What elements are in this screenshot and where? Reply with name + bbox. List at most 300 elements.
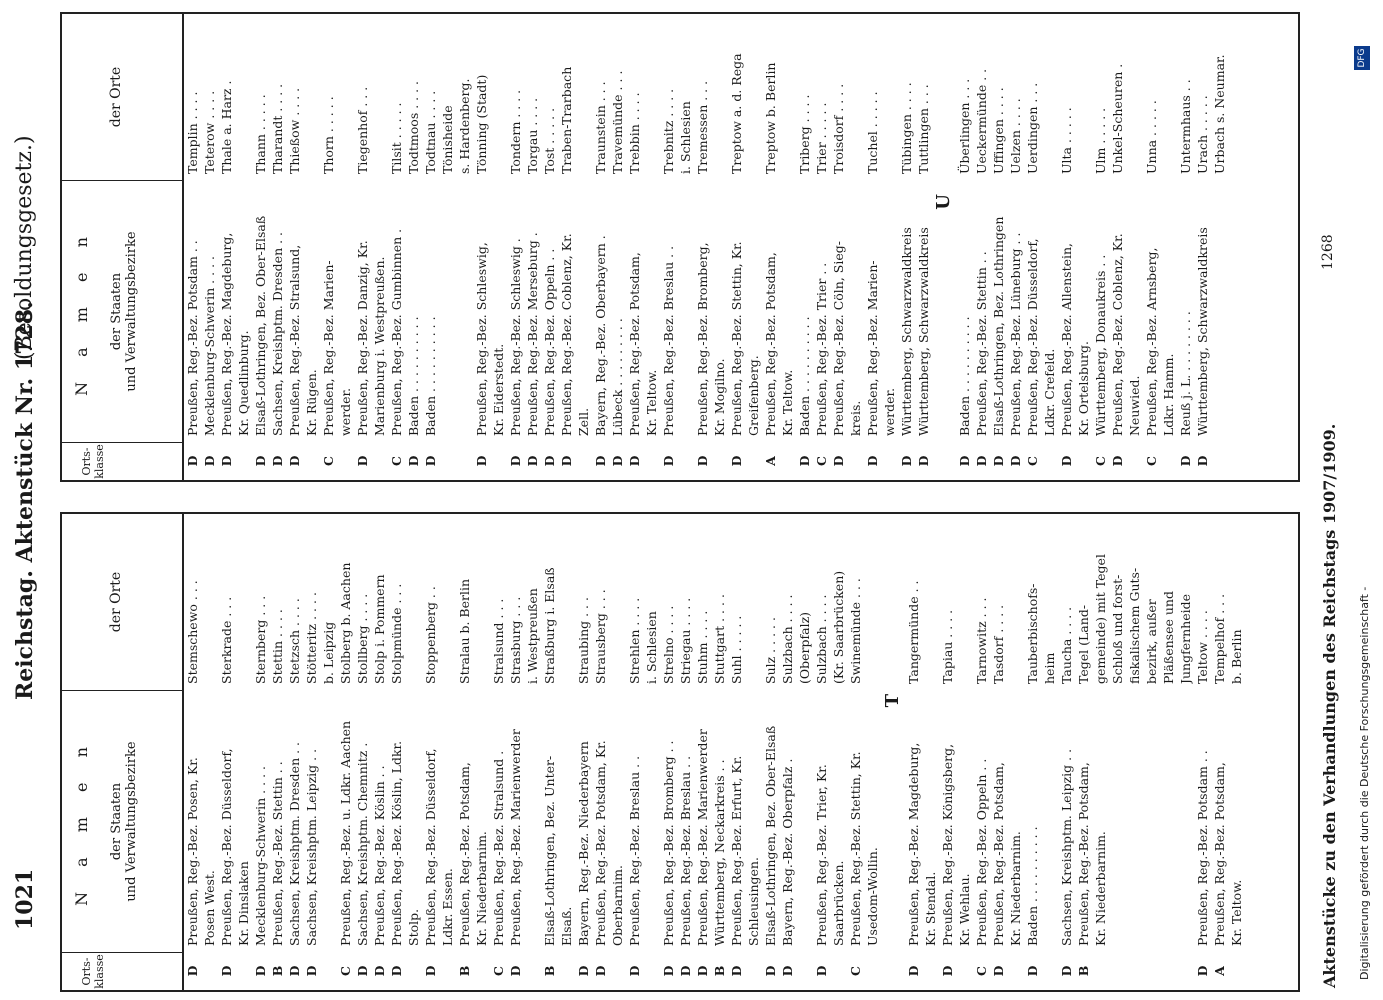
table-row: [677, 14, 694, 480]
verwaltung-cell: Kr. Niederbarnim.: [474, 831, 489, 946]
verwaltung-cell: Preußen, Reg.-Bez. Arnsberg,: [1144, 247, 1159, 436]
table-row: [796, 14, 813, 480]
ort-cell: Taucha . . . .: [1059, 606, 1074, 684]
table-row: [864, 514, 881, 990]
table-row: [745, 514, 762, 990]
class-cell: D: [559, 455, 574, 467]
ort-cell: Sternberg . . .: [253, 595, 268, 684]
verwaltung-cell: Preußen, Reg.-Bez. Danzig, Kr.: [355, 240, 370, 436]
table-row: [354, 14, 371, 480]
header-bezirke-label: und Verwaltungsbezirke: [124, 741, 139, 902]
ort-cell: Torgau . . . .: [525, 97, 540, 174]
verwaltung-cell: Ldkr. Essen.: [440, 868, 455, 946]
verwaltung-cell: Kr. Teltow.: [644, 369, 659, 436]
ort-cell: Todtnau . . . .: [423, 90, 438, 174]
header-orte: der Orte: [108, 571, 124, 633]
ort-cell: Stralsund . . .: [491, 598, 506, 684]
verwaltung-cell: Elsaß.: [559, 906, 574, 946]
ort-cell: Thorn . . . . .: [321, 96, 336, 174]
ort-cell: Thießow . . . .: [287, 87, 302, 174]
table-row: [252, 514, 269, 990]
ort-cell: Tuchel . . . . .: [865, 91, 880, 174]
table-row: [320, 514, 337, 990]
ort-cell: Strasburg . . .: [508, 596, 523, 684]
ort-cell: bezirk, außer: [1144, 599, 1159, 684]
verwaltung-cell: Württemberg, Schwarzwaldkreis: [899, 227, 914, 436]
verwaltung-cell: Kr. Quedlinburg.: [236, 330, 251, 436]
class-cell: D: [678, 965, 693, 977]
class-cell: C: [974, 966, 989, 976]
verwaltung-cell: Preußen, Reg.-Bez. Merseburg .: [525, 232, 540, 436]
table-row: [973, 514, 990, 990]
class-cell: D: [219, 455, 234, 467]
table-row: [990, 14, 1007, 480]
class-cell: D: [906, 965, 921, 977]
verwaltung-cell: Preußen, Reg.-Bez. Oppeln . .: [974, 758, 989, 946]
ort-cell: Uerdingen . . .: [1025, 82, 1040, 174]
table-row: [609, 514, 626, 990]
table-row: [1211, 514, 1228, 990]
ort-cell: Stemschewo . . .: [185, 580, 200, 684]
verwaltung-cell: Elsaß-Lothringen, Bez. Unter-: [542, 755, 557, 946]
verwaltung-cell: Sachsen, Kreishptm. Leipzig . .: [304, 748, 319, 946]
class-cell: D: [287, 965, 302, 977]
table-row: [694, 14, 711, 480]
verwaltung-cell: Preußen, Reg.-Bez. Oppeln . .: [542, 248, 557, 436]
class-cell: D: [661, 965, 676, 977]
ort-cell: Ulm . . . . .: [1093, 107, 1108, 174]
table-row: [1041, 514, 1058, 990]
ort-cell: Uffingen . . . .: [991, 87, 1006, 174]
verwaltung-cell: Preußen, Reg.-Bez. Magdeburg,: [219, 232, 234, 436]
table-row: [813, 514, 830, 990]
table-row: [269, 514, 286, 990]
table-row: [1126, 14, 1143, 480]
verwaltung-cell: Kr. Teltow.: [780, 369, 795, 436]
verwaltung-cell: Preußen, Reg.-Bez. Schleswig,: [474, 242, 489, 436]
ort-cell: Strausberg . . .: [593, 589, 608, 684]
ort-cell: Überlingen . . .: [957, 78, 972, 174]
table-row: [1211, 14, 1228, 480]
table-row: [541, 514, 558, 990]
ort-cell: Sulzbach . . . .: [780, 594, 795, 684]
verwaltung-cell: Sachsen, Kreishptm. Chemnitz .: [355, 742, 370, 946]
left-table-body: [184, 514, 1298, 990]
table-row: [830, 14, 847, 480]
header-namen-label: N a m e n: [72, 737, 91, 906]
ort-cell: Straßburg i. Elsaß: [542, 567, 557, 684]
ort-cell: Tegel (Land-: [1076, 604, 1091, 684]
ort-cell: Trier . . . . .: [814, 102, 829, 174]
verwaltung-cell: Preußen, Reg.-Bez. Stettin . .: [270, 761, 285, 946]
class-cell: C: [848, 966, 863, 976]
table-row: [1024, 514, 1041, 990]
ort-cell: Tübingen . . . .: [899, 82, 914, 174]
ort-cell: Strelno . . . .: [661, 605, 676, 684]
table-row: [762, 14, 779, 480]
class-cell: D: [661, 455, 676, 467]
class-cell: D: [423, 455, 438, 467]
table-row: [303, 514, 320, 990]
ort-cell: Pläßensee und: [1161, 591, 1176, 684]
ort-cell: Jungfernheide: [1178, 593, 1193, 684]
table-row: [1194, 14, 1211, 480]
table-row: [1160, 14, 1177, 480]
table-row: [905, 514, 922, 990]
table-row: [1126, 514, 1143, 990]
ort-cell: (Kr. Saarbrücken): [831, 570, 846, 684]
table-row: [956, 514, 973, 990]
class-cell: D: [695, 455, 710, 467]
table-row: [1058, 514, 1075, 990]
ort-cell: Tauberbischofs-: [1025, 583, 1040, 684]
verwaltung-cell: Marienburg i. Westpreußen.: [372, 256, 387, 436]
table-row: [575, 514, 592, 990]
table-row: [252, 14, 269, 480]
ort-cell: i. Schlesien: [644, 611, 659, 684]
table-row: [956, 14, 973, 480]
ort-cell: Sterkrade . . .: [219, 596, 234, 684]
ort-cell: Untermhaus . .: [1178, 79, 1193, 174]
ort-cell: Trebnitz . . . .: [661, 88, 676, 174]
class-cell: D: [865, 455, 880, 467]
ort-cell: Tapiau . . . .: [940, 609, 955, 684]
class-cell: C: [389, 456, 404, 466]
ort-cell: Unna . . . . .: [1144, 100, 1159, 174]
ort-cell: i. Westpreußen: [525, 588, 540, 684]
header-bezirke-label: und Verwaltungsbezirke: [124, 231, 139, 392]
ort-cell: s. Hardenberg.: [457, 78, 472, 174]
verwaltung-cell: Ldkr. Crefeld.: [1042, 348, 1057, 436]
verwaltung-cell: Baden . . . . . . . . . .: [957, 316, 972, 436]
table-row: [1143, 14, 1160, 480]
verwaltung-cell: Kr. Eiderstedt.: [491, 343, 506, 436]
class-cell: D: [763, 965, 778, 977]
table-row: [473, 14, 490, 480]
ort-cell: Stetzsch . . . .: [287, 598, 302, 684]
table-row: [1058, 14, 1075, 480]
class-cell: D: [729, 455, 744, 467]
class-cell: A: [763, 456, 778, 466]
table-row: [813, 14, 830, 480]
table-row: [660, 14, 677, 480]
ort-cell: Tilsit . . . . .: [389, 102, 404, 174]
verwaltung-cell: Saarbrücken.: [831, 860, 846, 946]
ort-cell: b. Leipzig: [321, 621, 336, 684]
verwaltung-cell: Sachsen, Kreishptm. Dresden . .: [287, 741, 302, 946]
table-row: [779, 514, 796, 990]
verwaltung-cell: Preußen, Reg.-Bez. Potsdam,: [627, 252, 642, 436]
class-cell: D: [253, 965, 268, 977]
class-cell: D: [372, 965, 387, 977]
table-row: [1007, 514, 1024, 990]
table-row: [973, 14, 990, 480]
class-cell: D: [1025, 965, 1040, 977]
verwaltung-cell: Preußen, Reg.-Bez. Potsdam,: [1076, 762, 1091, 946]
class-cell: D: [991, 965, 1006, 977]
verwaltung-cell: Bayern, Reg.-Bez. Oberbayern .: [593, 235, 608, 436]
class-cell: D: [1059, 455, 1074, 467]
ort-cell: Traben-Trarbach: [559, 66, 574, 174]
class-cell: C: [1093, 456, 1108, 466]
class-cell: C: [814, 456, 829, 466]
table-row: [1075, 514, 1092, 990]
class-cell: B: [457, 965, 472, 977]
table-row: [405, 14, 422, 480]
verwaltung-cell: Oberbarnim.: [610, 865, 625, 946]
verwaltung-cell: Württemberg, Neckarkreis . .: [712, 759, 727, 946]
verwaltung-cell: Preußen, Reg.-Bez. Trier . .: [814, 262, 829, 436]
ort-cell: Straubing . . .: [576, 597, 591, 684]
table-row: [779, 14, 796, 480]
table-row: [990, 514, 1007, 990]
verwaltung-cell: Preußen, Reg.-Bez. Stralsund .: [491, 750, 506, 946]
verwaltung-cell: Mecklenburg-Schwerin . . . .: [202, 256, 217, 436]
verwaltung-cell: Sachsen, Kreishptm. Dresden . .: [270, 231, 285, 436]
table-row: [1092, 14, 1109, 480]
verwaltung-cell: Preußen, Reg.-Bez. Gumbinnen .: [389, 228, 404, 436]
class-cell: D: [355, 455, 370, 467]
ort-cell: Stollberg . . . .: [355, 593, 370, 684]
verwaltung-cell: kreis.: [848, 400, 863, 436]
table-row: [609, 14, 626, 480]
ort-cell: Treptow a. d. Rega: [729, 53, 744, 174]
class-cell: D: [576, 965, 591, 977]
table-row: [1160, 514, 1177, 990]
verwaltung-cell: Preußen, Reg.-Bez. Coblenz, Kr.: [559, 233, 574, 436]
table-row: [1109, 14, 1126, 480]
ort-cell: heim: [1042, 652, 1057, 684]
verwaltung-cell: Preußen, Reg.-Bez. Allenstein,: [1059, 242, 1074, 436]
verwaltung-cell: Kr. Mogilno.: [712, 358, 727, 436]
ort-cell: Stettin . . . .: [270, 609, 285, 684]
verwaltung-cell: Preußen, Reg.-Bez. Stralsund,: [287, 244, 302, 436]
ort-cell: Trebbin . . . .: [627, 92, 642, 174]
verwaltung-cell: Preußen, Reg.-Bez. Potsdam,: [1212, 762, 1227, 946]
table-row: [558, 514, 575, 990]
class-cell: D: [508, 455, 523, 467]
ort-cell: Tangermünde . .: [906, 580, 921, 684]
class-cell: D: [219, 965, 234, 977]
ort-cell: Unkel-Scheuren .: [1110, 63, 1125, 174]
table-row: [184, 514, 201, 990]
verwaltung-cell: Kr. Dinslaken: [236, 861, 251, 946]
verwaltung-cell: Elsaß-Lothringen, Bez. Ober-Elsaß: [763, 725, 778, 946]
table-row: [371, 14, 388, 480]
table-row: [660, 514, 677, 990]
verwaltung-cell: Preußen, Reg.-Bez. Marien-: [321, 260, 336, 436]
table-row: [235, 514, 252, 990]
class-cell: D: [1195, 455, 1210, 467]
class-cell: D: [1110, 455, 1125, 467]
section-letter: T: [882, 694, 903, 708]
ort-cell: Tarnowitz . . .: [974, 597, 989, 684]
class-cell: D: [695, 965, 710, 977]
table-row: [405, 514, 422, 990]
verwaltung-cell: Preußen, Reg.-Bez. Schleswig .: [508, 238, 523, 436]
ort-cell: Troisdorf . . . .: [831, 83, 846, 174]
ort-cell: Triberg . . . .: [797, 94, 812, 174]
class-cell: D: [780, 965, 795, 977]
class-cell: D: [1178, 455, 1193, 467]
ort-cell: Stolp i. Pommern: [372, 574, 387, 684]
table-row: [524, 14, 541, 480]
ort-cell: Suhl . . . . .: [729, 615, 744, 684]
ort-cell: Stolpmünde . . .: [389, 583, 404, 684]
verwaltung-cell: Preußen, Reg.-Bez. Marienwerder: [695, 729, 710, 946]
class-cell: D: [508, 965, 523, 977]
header-namen-label: N a m e n: [72, 227, 91, 396]
class-cell: D: [899, 455, 914, 467]
table-row: [456, 14, 473, 480]
verwaltung-cell: Kr. Wehlau.: [957, 873, 972, 946]
verwaltung-cell: Preußen, Reg.-Bez. Potsdam . .: [185, 240, 200, 436]
table-row: [541, 14, 558, 480]
right-column-table: [60, 12, 1300, 482]
class-cell: D: [729, 965, 744, 977]
table-row: [847, 514, 864, 990]
ort-cell: Ueckermünde . .: [974, 68, 989, 174]
ort-cell: Tempelhof . . .: [1212, 593, 1227, 684]
table-row: [677, 514, 694, 990]
ort-cell: Treptow b. Berlin: [763, 62, 778, 174]
class-cell: D: [593, 455, 608, 467]
class-cell: B: [712, 965, 727, 977]
class-cell: D: [185, 965, 200, 977]
class-cell: D: [627, 455, 642, 467]
class-cell: B: [270, 965, 285, 977]
verwaltung-cell: Preußen, Reg.-Bez. Lüneburg . .: [1008, 232, 1023, 436]
class-cell: C: [1144, 456, 1159, 466]
table-row: [1007, 14, 1024, 480]
verwaltung-cell: Posen West.: [202, 870, 217, 946]
table-row: [524, 514, 541, 990]
verwaltung-cell: Preußen, Reg.-Bez. Potsdam,: [991, 762, 1006, 946]
ort-cell: i. Schlesien: [678, 101, 693, 174]
table-row: [728, 14, 745, 480]
table-row: [643, 514, 660, 990]
dfg-logo: DFG: [1354, 46, 1370, 70]
ort-cell: gemeinde) mit Tegel: [1093, 554, 1108, 684]
class-cell: D: [916, 455, 931, 467]
ort-cell: Tönisheide: [440, 105, 455, 174]
class-cell: D: [991, 455, 1006, 467]
ort-cell: Templin . . . .: [185, 91, 200, 174]
ort-cell: Tiegenhof . . .: [355, 86, 370, 174]
right-table-body: [184, 14, 1298, 480]
verwaltung-cell: werder.: [882, 387, 897, 436]
verwaltung-cell: Preußen, Reg.-Bez. Köslin, Ldkr.: [389, 740, 404, 946]
verwaltung-cell: Baden . . . . . . . . . .: [797, 316, 812, 436]
ort-cell: Striegau . . . .: [678, 597, 693, 684]
ort-cell: Stolberg b. Aachen: [338, 562, 353, 684]
verwaltung-cell: Stolp.: [406, 908, 421, 946]
verwaltung-cell: Kr. Niederbarnim.: [1008, 831, 1023, 946]
class-cell: D: [1008, 455, 1023, 467]
verwaltung-cell: Lübeck . . . . . . . . .: [610, 318, 625, 436]
class-cell: D: [797, 455, 812, 467]
ort-cell: Traunstein . . .: [593, 81, 608, 174]
verwaltung-cell: Preußen, Reg.-Bez. Köslin . .: [372, 765, 387, 946]
table-row: [847, 14, 864, 480]
class-cell: D: [270, 455, 285, 467]
table-row: [694, 514, 711, 990]
verwaltung-cell: Preußen, Reg.-Bez. Stettin . .: [974, 251, 989, 436]
table-row: [1228, 514, 1245, 990]
verwaltung-cell: Preußen, Reg.-Bez. Magdeburg,: [906, 742, 921, 946]
table-row: [1177, 14, 1194, 480]
table-row: [490, 514, 507, 990]
table-row: [286, 14, 303, 480]
ort-cell: Tharandt . . . .: [270, 83, 285, 174]
class-cell: D: [974, 455, 989, 467]
ort-cell: Strehlen . . . .: [627, 597, 642, 684]
class-cell: D: [525, 455, 540, 467]
ort-cell: Tondern . . . .: [508, 89, 523, 174]
table-row: [881, 14, 898, 480]
header-staaten-label: der Staaten: [109, 782, 124, 861]
table-row: [864, 14, 881, 480]
table-header: [62, 14, 184, 480]
ort-cell: Sulzbach . . . .: [814, 594, 829, 684]
table-row: [1092, 514, 1109, 990]
class-cell: D: [940, 965, 955, 977]
verwaltung-cell: Baden . . . . . . . . . .: [423, 316, 438, 436]
table-row: [439, 514, 456, 990]
table-row: [728, 514, 745, 990]
table-row: [218, 514, 235, 990]
verwaltung-cell: Preußen, Reg.-Bez. Trier, Kr.: [814, 764, 829, 946]
class-cell: D: [253, 455, 268, 467]
table-row: [456, 514, 473, 990]
class-cell: D: [593, 965, 608, 977]
ort-cell: b. Berlin: [1229, 629, 1244, 684]
ort-cell: Tönning (Stadt): [474, 74, 489, 174]
ort-cell: Thale a. Harz .: [219, 80, 234, 174]
table-row: [626, 514, 643, 990]
verwaltung-cell: Mecklenburg-Schwerin . . . .: [253, 766, 268, 946]
verwaltung-cell: Preußen, Reg.-Bez. Potsdam,: [457, 762, 472, 946]
class-cell: C: [338, 966, 353, 976]
table-row: [371, 514, 388, 990]
ort-cell: Uelzen . . . .: [1008, 98, 1023, 174]
class-cell: D: [185, 455, 200, 467]
ort-cell: (Oberpfalz): [797, 611, 812, 684]
class-cell: C: [321, 456, 336, 466]
table-row: [235, 14, 252, 480]
ort-cell: Tuttlingen . . .: [916, 84, 931, 174]
class-cell: B: [1076, 965, 1091, 977]
verwaltung-cell: Kr. Ortelsburg.: [1076, 341, 1091, 436]
verwaltung-cell: Preußen, Reg.-Bez. Marien-: [865, 260, 880, 436]
verwaltung-cell: Preußen, Reg.-Bez. Bromberg,: [695, 242, 710, 436]
table-row: [915, 14, 932, 480]
verwaltung-cell: Kr. Rügen.: [304, 369, 319, 436]
footer-text: Aktenstücke zu den Verhandlungen des Reichstags 1907/1909.: [1320, 423, 1339, 988]
ort-cell: Stoppenberg . .: [423, 586, 438, 684]
verwaltung-cell: Preußen, Reg.-Bez. Posen, Kr.: [185, 757, 200, 946]
verwaltung-cell: Schleusingen.: [746, 857, 761, 946]
verwaltung-cell: Baden . . . . . . . . . .: [406, 316, 421, 436]
table-row: [422, 14, 439, 480]
table-row: [1024, 14, 1041, 480]
verwaltung-cell: Bayern, Reg.-Bez. Oberpfalz .: [780, 758, 795, 946]
verwaltung-cell: Preußen, Reg.-Bez. Stettin, Kr.: [729, 241, 744, 436]
table-row: [337, 514, 354, 990]
table-row: [507, 514, 524, 990]
verwaltung-cell: Preußen, Reg.-Bez. Coblenz, Kr.: [1110, 233, 1125, 436]
verwaltung-cell: Sachsen, Kreishptm. Leipzig . .: [1059, 748, 1074, 946]
